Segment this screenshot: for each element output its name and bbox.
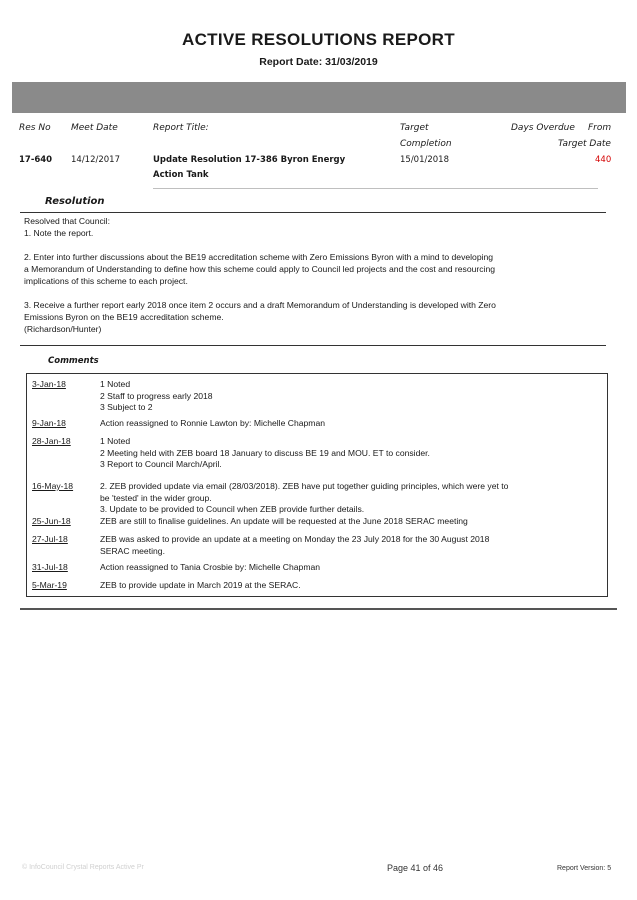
bottom-rule: [20, 608, 617, 610]
resolution-line: (Richardson/Hunter): [24, 324, 102, 334]
resolution-text: [24, 215, 574, 335]
comment-date-link[interactable]: 3-Jan-18: [32, 379, 66, 389]
footer-version: Report Version: 5: [557, 865, 612, 872]
footer-page-number: Page 41 of 46: [387, 863, 444, 873]
col-meet-date: Meet Date: [71, 123, 118, 133]
col-report-title: Report Title:: [153, 123, 209, 133]
resolution-line: implications of this scheme to each project.: [24, 276, 188, 286]
report-title: ACTIVE RESOLUTIONS REPORT: [182, 30, 455, 49]
comment-text: [100, 534, 580, 557]
row-title-line2[interactable]: Action Tank: [153, 170, 209, 180]
resolution-line: Resolved that Council:: [24, 216, 110, 226]
comment-date-link[interactable]: 9-Jan-18: [32, 418, 66, 428]
comment-text: [100, 516, 580, 528]
comment-text: [100, 580, 580, 592]
resolution-line: [24, 287, 574, 299]
resolution-line: Emissions Byron on the BE19 accreditation scheme.: [24, 312, 224, 322]
resolution-rule: [20, 212, 606, 213]
row-divider: [153, 188, 598, 189]
row-meet-date: 14/12/2017: [71, 155, 120, 165]
comment-line: Action reassigned to Tania Crosbie by: Michelle Chapman: [100, 562, 321, 572]
report-date: Report Date: 31/03/2019: [259, 56, 378, 68]
col-target-date: Target Date: [558, 139, 611, 149]
comment-text: [100, 436, 580, 471]
resolution-bottom-rule: [20, 345, 606, 346]
resolution-line: 3. Receive a further report early 2018 once item 2 occurs and a draft Memorandum of Understanding is developed with Zero: [24, 300, 496, 310]
comment-line: ZEB are still to finalise guidelines. An update will be requested at the June 2018 SERAC meeting: [100, 516, 468, 526]
comment-line: 2 Staff to progress early 2018: [100, 390, 213, 401]
comment-line: be 'tested' in the wider group.: [100, 492, 212, 503]
comment-date-link[interactable]: 16-May-18: [32, 481, 74, 491]
resolution-line: 2. Enter into further discussions about the BE19 accreditation scheme with Zero Emissions Byron with a mind to developing: [24, 252, 494, 262]
comment-line: ZEB was asked to provide an update at a meeting on Monday the 23 July 2018 for the 30 August 2018: [100, 534, 490, 544]
comment-date-link[interactable]: 27-Jul-18: [32, 534, 68, 544]
resolution-line: [24, 239, 574, 251]
comment-text: [100, 481, 580, 516]
comment-line: 3. Update to be provided to Council when ZEB provide further details.: [100, 504, 365, 514]
comment-date-link[interactable]: 31-Jul-18: [32, 562, 68, 572]
comment-line: 1 Noted: [100, 436, 131, 446]
comment-line: 1 Noted: [100, 379, 131, 389]
col-completion: Completion: [400, 139, 452, 149]
comment-date-link[interactable]: 25-Jun-18: [32, 516, 71, 526]
comment-line: 2 Meeting held with ZEB board 18 January to discuss BE 19 and MOU. ET to consider.: [100, 447, 430, 458]
comment-line: 3 Subject to 2: [100, 402, 153, 412]
resolution-label: Resolution: [45, 196, 105, 207]
comments-box: [26, 373, 608, 597]
footer-copyright: © InfoCouncil Crystal Reports Active Pr: [22, 864, 144, 871]
row-days-overdue: 440: [595, 155, 612, 165]
comment-text: [100, 379, 580, 414]
comment-line: Action reassigned to Ronnie Lawton by: Michelle Chapman: [100, 418, 325, 428]
comment-text: [100, 562, 580, 574]
col-days-overdue: Days Overdue: [511, 123, 575, 133]
comment-line: 2. ZEB provided update via email (28/03/2018). ZEB have put together guiding principles, which were yet to: [100, 481, 509, 491]
resolution-line: a Memorandum of Understanding to define how this scheme could apply to Council led projects and the cost and resourcing: [24, 264, 496, 274]
comment-date-link[interactable]: 28-Jan-18: [32, 436, 71, 446]
header-band: [12, 82, 626, 113]
col-from: From: [588, 123, 612, 133]
resolution-line: 1. Note the report.: [24, 228, 94, 238]
comment-line: 3 Report to Council March/April.: [100, 459, 222, 469]
row-title-line1[interactable]: Update Resolution 17-386 Byron Energy: [153, 155, 346, 165]
comment-line: ZEB to provide update in March 2019 at the SERAC.: [100, 580, 301, 590]
comments-label: Comments: [48, 356, 99, 366]
comment-text: [100, 418, 580, 430]
comment-date-link[interactable]: 5-Mar-19: [32, 580, 67, 590]
row-res-no: 17-640: [19, 155, 53, 165]
col-target: Target: [400, 123, 429, 133]
comment-line: SERAC meeting.: [100, 545, 165, 556]
row-target-completion: 15/01/2018: [400, 155, 449, 165]
col-res-no: Res No: [19, 123, 51, 133]
